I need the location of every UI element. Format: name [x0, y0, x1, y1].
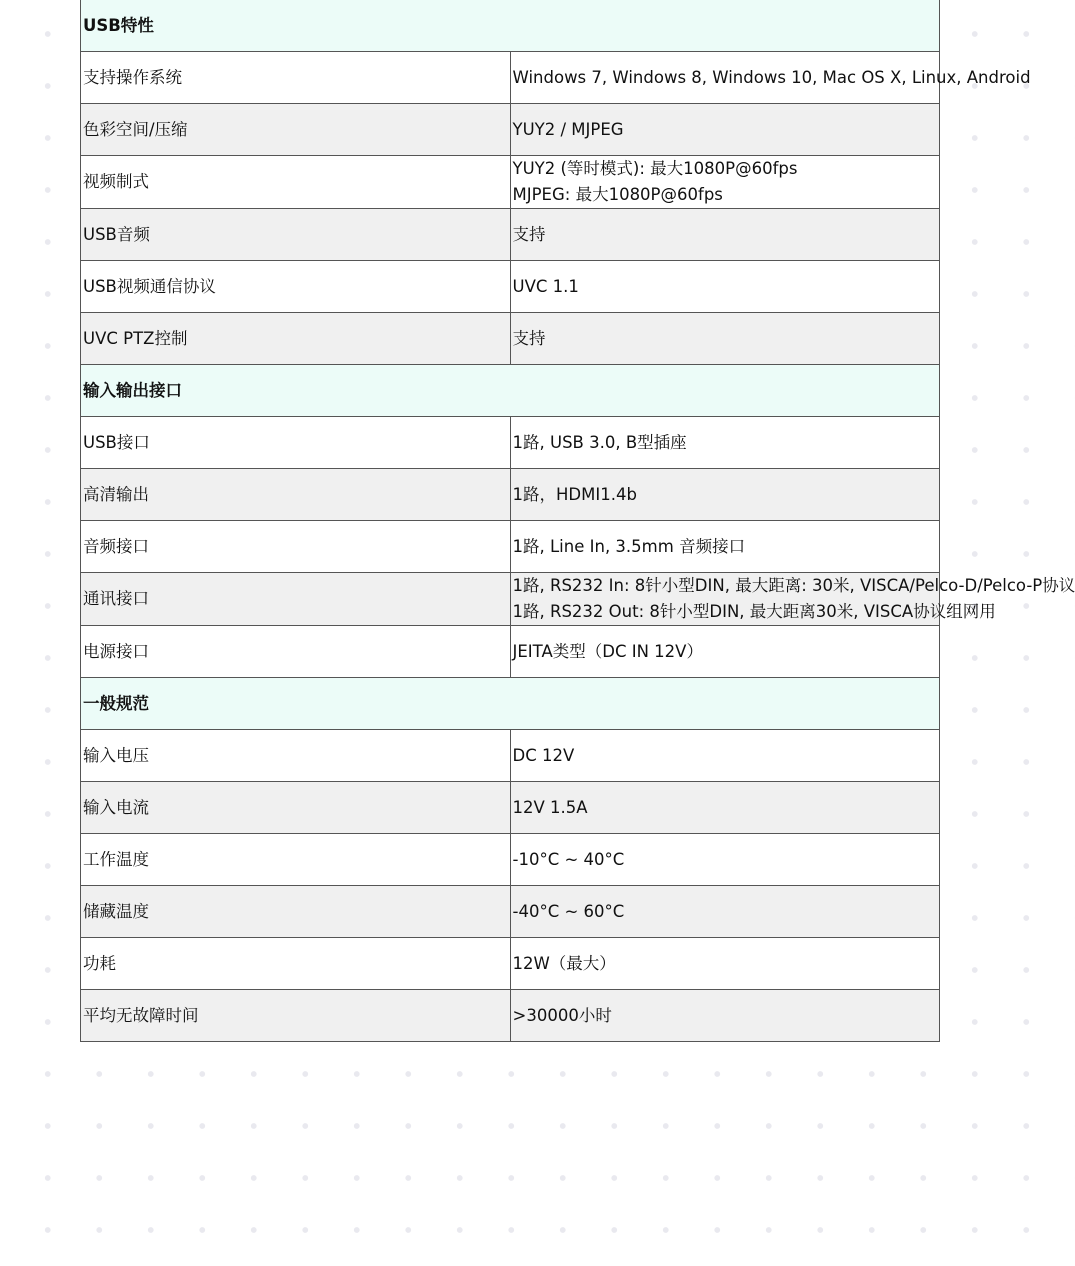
- section-title: 一般规范: [81, 678, 940, 730]
- spec-value: [510, 417, 940, 469]
- spec-value: [510, 261, 940, 313]
- spec-row: [81, 52, 940, 104]
- spec-row: [81, 209, 940, 261]
- spec-value-line: YUY2 (等时模式): 最大1080P@60fps: [512, 159, 798, 178]
- spec-row: [81, 521, 940, 573]
- spec-value: [510, 521, 940, 573]
- section-header: [81, 678, 940, 730]
- spec-value-line: MJPEG: 最大1080P@60fps: [512, 185, 723, 204]
- spec-value: [510, 156, 940, 209]
- spec-value: [510, 990, 940, 1042]
- spec-value-line: 支持: [512, 224, 546, 244]
- spec-value: [510, 104, 940, 156]
- spec-row: [81, 417, 940, 469]
- section-header: [81, 365, 940, 417]
- spec-row: [81, 156, 940, 209]
- spec-label: 平均无故障时间: [81, 990, 511, 1042]
- spec-label: 储藏温度: [81, 886, 511, 938]
- spec-row: [81, 626, 940, 678]
- spec-value-line: Windows 7, Windows 8, Windows 10, Mac OS X, Linux, Android: [512, 67, 1031, 87]
- spec-value: [510, 730, 940, 782]
- spec-value-line: 1路, USB 3.0, B型插座: [512, 432, 687, 452]
- spec-table: [80, 0, 1075, 1042]
- spec-value-line: 12W（最大）: [512, 953, 616, 973]
- spec-row: [81, 938, 940, 990]
- spec-value-line: YUY2 / MJPEG: [512, 119, 624, 139]
- spec-value-line: >30000小时: [512, 1005, 612, 1025]
- spec-row: [81, 469, 940, 521]
- spec-row: [81, 782, 940, 834]
- spec-label: UVC PTZ控制: [81, 313, 511, 365]
- spec-label: 支持操作系统: [81, 52, 511, 104]
- section-title: USB特性: [81, 0, 940, 52]
- spec-label: 通讯接口: [81, 573, 511, 626]
- spec-row: [81, 104, 940, 156]
- spec-value-line: UVC 1.1: [512, 276, 579, 296]
- spec-label: 色彩空间/压缩: [81, 104, 511, 156]
- spec-value: [510, 626, 940, 678]
- spec-value: [510, 886, 940, 938]
- spec-row: [81, 313, 940, 365]
- spec-label: USB接口: [81, 417, 511, 469]
- spec-table-body: [81, 0, 1075, 1042]
- spec-row: [81, 834, 940, 886]
- spec-label: 工作温度: [81, 834, 511, 886]
- spec-value-line: 1路, RS232 Out: 8针小型DIN, 最大距离30米, VISCA协议组网用: [512, 602, 996, 621]
- spec-value: [510, 52, 1031, 104]
- spec-value-line: 1路，HDMI1.4b: [512, 484, 637, 504]
- spec-label: 音频接口: [81, 521, 511, 573]
- spec-label: 功耗: [81, 938, 511, 990]
- section-title: 输入输出接口: [81, 365, 940, 417]
- spec-value: [510, 313, 940, 365]
- spec-sheet: [80, 0, 1075, 1067]
- section-header: [81, 0, 940, 52]
- spec-label: 电源接口: [81, 626, 511, 678]
- spec-label: 高清输出: [81, 469, 511, 521]
- spec-value-line: DC 12V: [512, 745, 575, 765]
- spec-row: [81, 990, 940, 1042]
- spec-label: USB音频: [81, 209, 511, 261]
- spec-row: [81, 730, 940, 782]
- spec-label: USB视频通信协议: [81, 261, 511, 313]
- spec-label: 输入电压: [81, 730, 511, 782]
- spec-value-line: -40°C ~ 60°C: [512, 901, 625, 921]
- spec-value: [510, 834, 940, 886]
- spec-value-line: 12V 1.5A: [512, 797, 588, 817]
- spec-value-line: 1路, RS232 In: 8针小型DIN, 最大距离: 30米, VISCA/Pelco-D/Pelco-P协议: [512, 576, 1075, 595]
- spec-value-line: -10°C ~ 40°C: [512, 849, 625, 869]
- spec-value: [510, 573, 1075, 626]
- spec-row: [81, 573, 940, 626]
- spec-row: [81, 886, 940, 938]
- spec-value: [510, 782, 940, 834]
- spec-value: [510, 469, 940, 521]
- spec-value-line: 1路, Line In, 3.5mm 音频接口: [512, 536, 746, 556]
- spec-label: 输入电流: [81, 782, 511, 834]
- spec-value: [510, 209, 940, 261]
- spec-value: [510, 938, 940, 990]
- spec-row: [81, 261, 940, 313]
- spec-value-line: JEITA类型（DC IN 12V）: [512, 641, 703, 661]
- spec-label: 视频制式: [81, 156, 511, 209]
- spec-value-line: 支持: [512, 328, 546, 348]
